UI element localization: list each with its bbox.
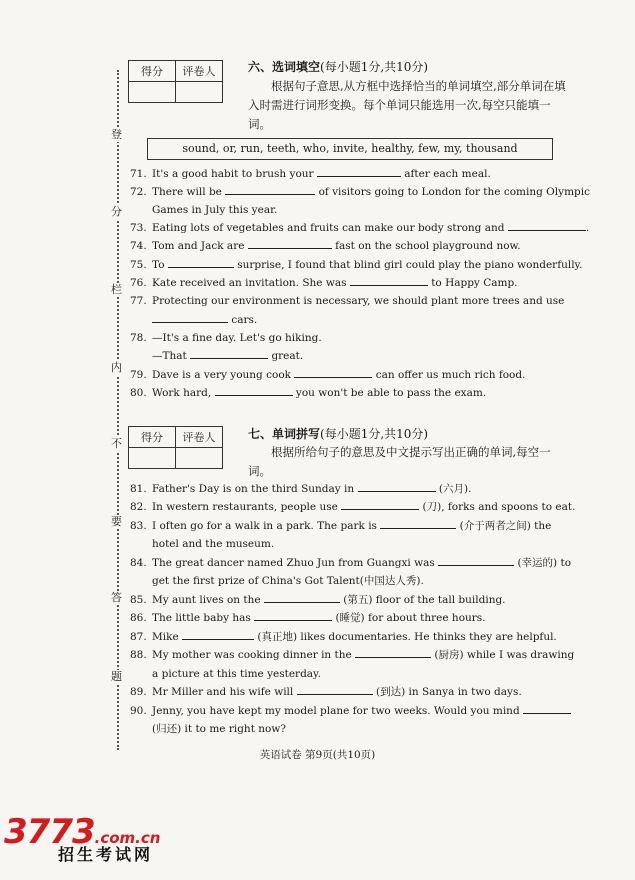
- question-81: 81. Father's Day is on the third Sunday in (六月).: [130, 480, 471, 498]
- question-71: 71. It's a good habit to brush your after each meal.: [130, 165, 491, 183]
- answer-blank[interactable]: [350, 274, 428, 286]
- section-title: 七、单词拼写(每小题1分,共10分): [248, 427, 429, 441]
- score-cell[interactable]: [129, 448, 176, 469]
- grader-label: 评卷人: [176, 427, 223, 448]
- question-84-cont: get the first prize of China's Got Talent(中国达人秀).: [152, 575, 424, 587]
- answer-blank[interactable]: [355, 646, 431, 658]
- binding-char: 栏: [111, 283, 122, 296]
- page-footer: 英语试卷 第9页(共10页): [259, 749, 376, 761]
- question-77-cont: cars.: [130, 311, 257, 329]
- question-72-cont: Games in July this year.: [152, 204, 278, 216]
- question-82: 82. In western restaurants, people use (刀), forks and spoons to eat.: [130, 498, 575, 516]
- answer-blank[interactable]: [380, 517, 456, 529]
- section-instruction: 根据所给句子的意思及中文提示写出正确的单词,每空一词。: [248, 445, 551, 478]
- score-cell[interactable]: [129, 82, 176, 103]
- question-78-reply: —That great.: [130, 347, 303, 365]
- answer-blank[interactable]: [225, 183, 315, 195]
- binding-char: 题: [111, 670, 122, 683]
- question-72: 72. There will be of visitors going to London for the coming Olympic: [130, 183, 590, 201]
- score-table: [128, 60, 223, 103]
- section-instruction: 根据句子意思,从方框中选择恰当的单词填空,部分单词在填入时需进行词形变换。每个单词只能选用一次,每空只能填一词。: [248, 79, 566, 131]
- grader-cell[interactable]: [176, 82, 223, 103]
- question-88-cont: a picture at this time yesterday.: [152, 668, 321, 680]
- answer-blank[interactable]: [168, 256, 234, 268]
- answer-blank[interactable]: [294, 366, 372, 378]
- question-89: 89. Mr Miller and his wife will (到达) in Sanya in two days.: [130, 683, 522, 701]
- answer-blank[interactable]: [248, 237, 332, 249]
- question-78: 78. —It's a fine day. Let's go hiking.: [130, 332, 322, 344]
- binding-char: 内: [111, 361, 122, 374]
- answer-blank[interactable]: [190, 347, 268, 359]
- answer-blank[interactable]: [341, 498, 419, 510]
- logo-number: 3773: [4, 812, 95, 852]
- question-88: 88. My mother was cooking dinner in the (厨房) while I was drawing: [130, 646, 574, 664]
- answer-blank[interactable]: [523, 702, 571, 714]
- score-label: 得分: [129, 61, 176, 82]
- answer-blank[interactable]: [358, 480, 436, 492]
- question-74: 74. Tom and Jack are fast on the school playground now.: [130, 237, 521, 255]
- question-83: 83. I often go for a walk in a park. The park is (介于两者之间) the: [130, 517, 551, 535]
- binding-char: 要: [111, 515, 122, 528]
- answer-blank[interactable]: [215, 384, 293, 396]
- binding-char: 分: [111, 205, 122, 218]
- score-table: [128, 426, 223, 469]
- section-title: 六、选词填空(每小题1分,共10分): [248, 60, 429, 74]
- question-76: 76. Kate received an invitation. She was to Happy Camp.: [130, 274, 518, 292]
- binding-char: 答: [111, 591, 122, 604]
- answer-blank[interactable]: [317, 165, 401, 177]
- question-87: 87. Mike (真正地) likes documentaries. He thinks they are helpful.: [130, 628, 557, 646]
- answer-blank[interactable]: [438, 554, 514, 566]
- question-86: 86. The little baby has (睡觉) for about three hours.: [130, 609, 486, 627]
- question-77: 77. Protecting our environment is necessary, we should plant more trees and use: [130, 295, 565, 307]
- question-85: 85. My aunt lives on the (第五) floor of the tall building.: [130, 591, 506, 609]
- question-84: 84. The great dancer named Zhuo Jun from Guangxi was (幸运的) to: [130, 554, 571, 572]
- binding-char: 登: [111, 128, 122, 141]
- logo-subtitle: 招生考试网: [58, 845, 154, 864]
- question-90-cont: (归还) it to me right now?: [152, 723, 286, 735]
- question-75: 75. To surprise, I found that blind girl could play the piano wonderfully.: [130, 256, 582, 274]
- question-79: 79. Dave is a very young cook can offer us much rich food.: [130, 366, 525, 384]
- score-label: 得分: [129, 427, 176, 448]
- word-box: sound, or, run, teeth, who, invite, healthy, few, my, thousand: [147, 138, 553, 160]
- logo-domain: .com.cn: [94, 829, 161, 847]
- binding-char: 不: [111, 437, 122, 450]
- grader-cell[interactable]: [176, 448, 223, 469]
- question-80: 80. Work hard, you won't be able to pass the exam.: [130, 384, 486, 402]
- grader-label: 评卷人: [176, 61, 223, 82]
- answer-blank[interactable]: [264, 591, 340, 603]
- answer-blank[interactable]: [254, 609, 332, 621]
- question-83-cont: hotel and the museum.: [152, 538, 275, 550]
- answer-blank[interactable]: [508, 219, 586, 231]
- answer-blank[interactable]: [182, 628, 254, 640]
- answer-blank[interactable]: [152, 311, 228, 323]
- answer-blank[interactable]: [297, 683, 373, 695]
- question-90: 90. Jenny, you have kept my model plane for two weeks. Would you mind: [130, 702, 571, 720]
- binding-dotted-line: [117, 70, 119, 750]
- question-73: 73. Eating lots of vegetables and fruits can make our body strong and .: [130, 219, 589, 237]
